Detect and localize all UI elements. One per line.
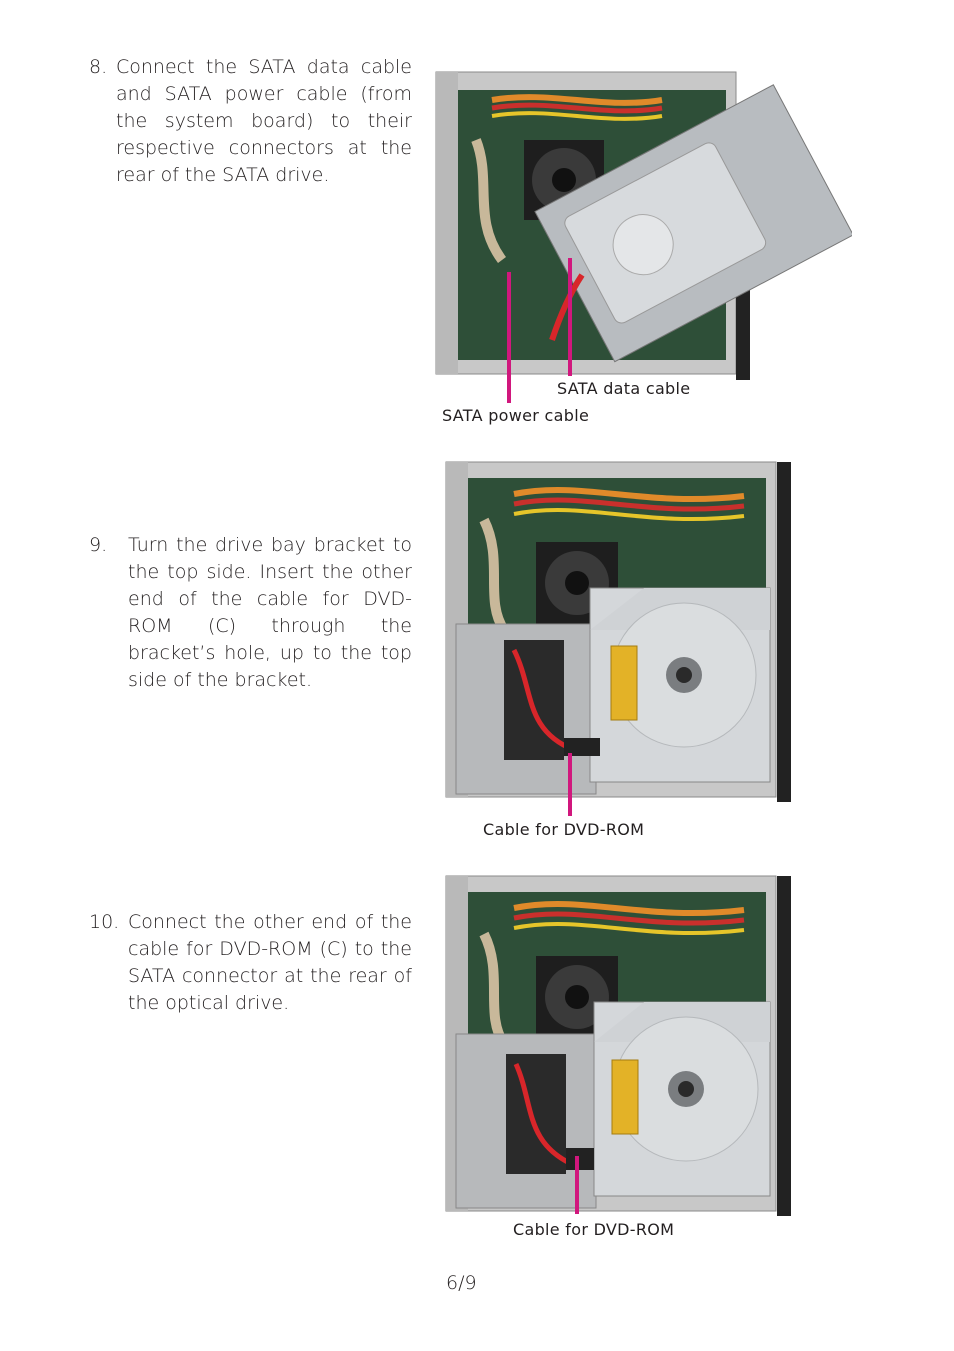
leader-sata-power — [507, 272, 511, 403]
page-number: 6/9 — [446, 1272, 477, 1294]
step-number: 8. — [89, 56, 108, 78]
caption-sata-data-cable: SATA data cable — [557, 379, 691, 398]
photo-drive-bay-bracket — [444, 460, 796, 805]
step-text: Connect the SATA data cable and SATA power cable (from the system board) to their respective connectors at the rear of the SATA drive. — [116, 56, 412, 186]
leader-sata-data — [568, 258, 572, 376]
leader-dvd-rom-cable — [568, 753, 572, 816]
step-number: 9. — [89, 534, 108, 556]
leader-dvd-rom-cable — [575, 1156, 579, 1214]
caption-sata-power-cable: SATA power cable — [442, 406, 590, 425]
step-text: Turn the drive bay bracket to the top side. Insert the other end of the cable for DVD-ROM (C) through the bracket’s hole, up to the top side of the bracket. — [128, 534, 412, 691]
step-text: Connect the other end of the cable for DVD-ROM (C) to the SATA connector at the rear of the optical drive. — [128, 911, 412, 1014]
photo-optical-drive-connection — [444, 874, 796, 1219]
photo-sata-drive-connection — [432, 60, 852, 390]
step-number: 10. — [89, 911, 120, 933]
caption-cable-for-dvd-rom: Cable for DVD-ROM — [483, 820, 645, 839]
caption-cable-for-dvd-rom: Cable for DVD-ROM — [513, 1220, 675, 1239]
